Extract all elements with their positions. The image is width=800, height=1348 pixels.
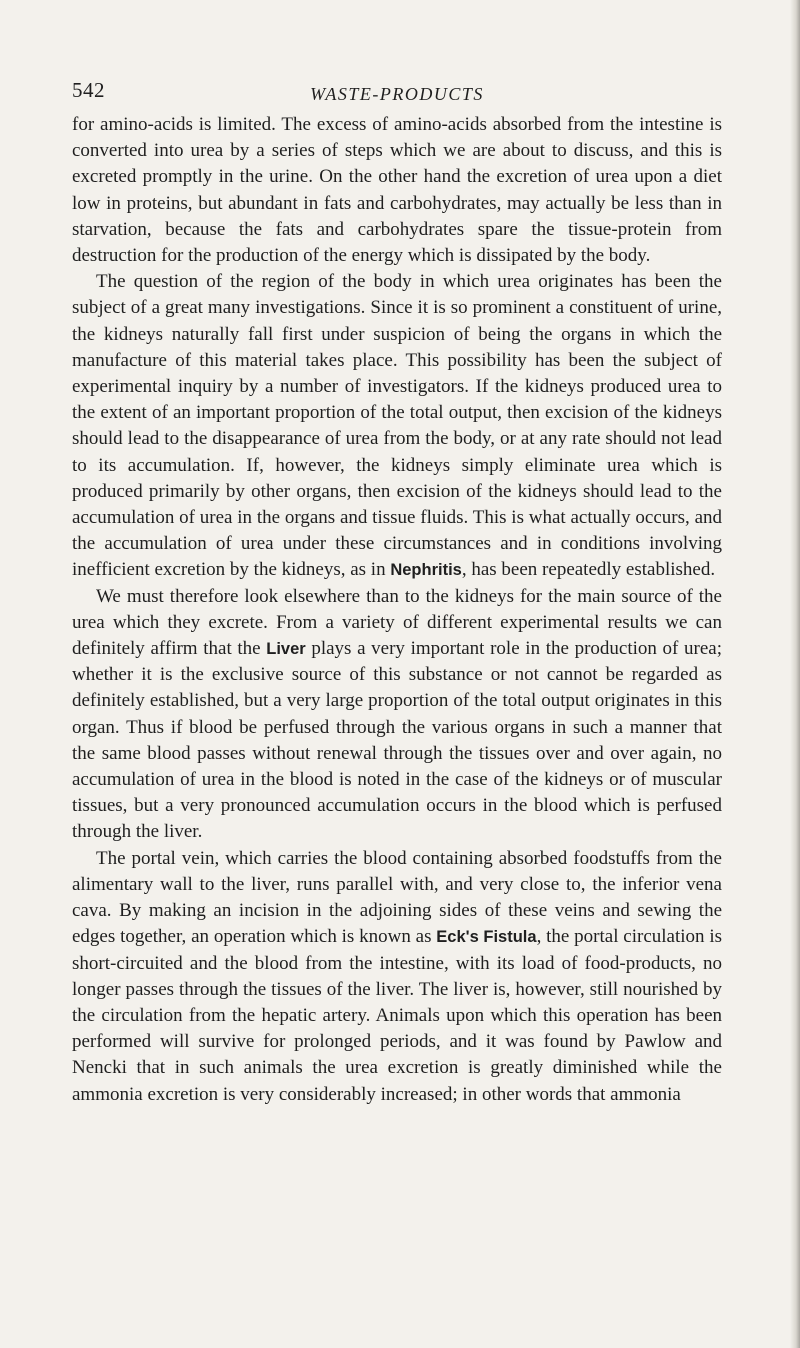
page-edge-shadow xyxy=(790,0,800,1348)
paragraph-text: The question of the region of the body in which urea originates has been the subject of a great many investigations. Since it is so prominent a constituent of urine, the kidneys naturally fall first under suspicion of being the organs in which the manufacture of this material takes place. This possibility has been the subject of experimental inquiry by a number of investigators. If the kidneys produced urea to the extent of an important proportion of the total output, then excision of the kidneys should lead to the disappearance of urea from the body, or at any rate should not lead to its accumulation. If, however, the kidneys simply eliminate urea which is produced primarily by other organs, then excision of the kidneys should lead to the accumulation of urea in the organs and tissue fluids. This is what actually occurs, and the accumulation of urea under these circumstances and in conditions involving inefficient excretion by the kidneys, as in xyxy=(72,271,722,581)
body-text xyxy=(72,112,722,1108)
term-liver: Liver xyxy=(266,640,306,659)
paragraph-text: plays a very important role in the production of urea; whether it is the exclusive source of this substance or not cannot be regarded as definitely established, but a very large proportion of the total output originates in this organ. Thus if blood be perfused through the various organs in such a manner that the same blood passes without renewal through the tissues over and over again, no accumulation of urea in the blood is noted in the case of the kidneys or of muscular tissues, but a very pronounced accumulation occurs in the blood which is perfused through the liver. xyxy=(72,638,723,843)
running-title: WASTE-PRODUCTS xyxy=(310,84,484,104)
paragraph-text: We must therefore look elsewhere than to the kidneys for the main source of the urea which they excrete. From a variety of different experimental results we can definitely affirm that the xyxy=(72,585,722,660)
paragraph-1 xyxy=(72,112,722,269)
paragraph-text: The portal vein, which carries the blood containing absorbed foodstuffs from the alimentary wall to the liver, runs parallel with, and very close to, the inferior vena cava. By making an incision in the adjoining sides of these veins and sewing the edges together, an operation which is known as xyxy=(72,847,722,948)
page-number: 542 xyxy=(72,78,105,102)
paragraph-4 xyxy=(72,846,722,1108)
term-nephritis: Nephritis xyxy=(390,561,462,580)
paragraph-text: , has been repeatedly established. xyxy=(461,559,716,581)
paragraph-text: , the portal circulation is short-circuited and the blood from the intestine, with its load of food-products, no longer passes through the tissues of the liver. The liver is, however, still nourished by the circulation from the hepatic artery. Animals upon which this operation has been performed will survive for prolonged periods, and it was found by Pawlow and Nencki that in such animals the urea excretion is greatly diminished while the ammonia excretion is very considerably increased; in other words that ammonia xyxy=(72,926,722,1105)
paragraph-3 xyxy=(72,584,722,846)
book-page xyxy=(72,78,722,1108)
page-header xyxy=(72,78,722,112)
paragraph-text: for amino-acids is limited. The excess of amino-acids absorbed from the intestine is converted into urea by a series of steps which we are about to discuss, and this is excreted promptly in the urine. On the other hand the excretion of urea upon a diet low in proteins, but abundant in fats and carbohydrates, may actually be less than in starvation, because the fats and carbohydrates spare the tissue-protein from destruction for the production of the energy which is dissipated by the body. xyxy=(72,114,722,267)
term-ecks-fistula: Eck's Fistula xyxy=(436,928,537,947)
paragraph-2 xyxy=(72,269,722,583)
